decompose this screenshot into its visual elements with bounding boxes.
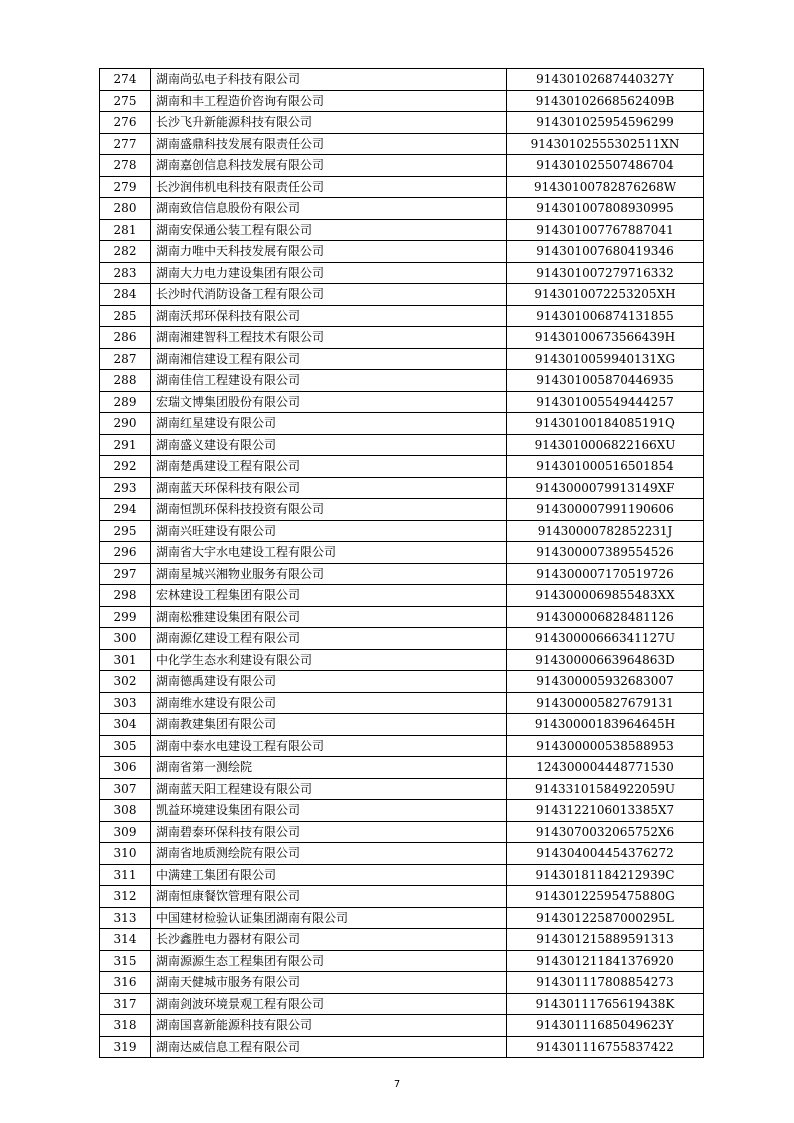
row-number-cell: 282 (100, 241, 151, 263)
table-row (100, 929, 704, 951)
credit-code-cell: 91430102668562409B (507, 90, 704, 112)
table-row (100, 112, 704, 134)
table-row (100, 90, 704, 112)
company-name-cell: 长沙飞升新能源科技有限公司 (151, 112, 507, 134)
credit-code-cell: 91430181184212939C (507, 864, 704, 886)
row-number-cell: 318 (100, 1015, 151, 1037)
credit-code-cell: 9143000079913149XF (507, 477, 704, 499)
table-row (100, 800, 704, 822)
company-name-cell: 湖南教建集团有限公司 (151, 714, 507, 736)
row-number-cell: 307 (100, 778, 151, 800)
table-row (100, 1036, 704, 1058)
table-row (100, 520, 704, 542)
table-row (100, 327, 704, 349)
table-row (100, 585, 704, 607)
row-number-cell: 295 (100, 520, 151, 542)
table-row (100, 757, 704, 779)
company-name-cell: 湖南国喜新能源科技有限公司 (151, 1015, 507, 1037)
credit-code-cell: 91430111685049623Y (507, 1015, 704, 1037)
table-row (100, 972, 704, 994)
company-name-cell: 湖南盛义建设有限公司 (151, 434, 507, 456)
company-name-cell: 湖南省第一测绘院 (151, 757, 507, 779)
row-number-cell: 287 (100, 348, 151, 370)
company-name-cell: 湖南红星建设有限公司 (151, 413, 507, 435)
page-number: 7 (393, 1079, 401, 1090)
table-row (100, 69, 704, 91)
table-row (100, 649, 704, 671)
row-number-cell: 281 (100, 219, 151, 241)
credit-code-cell: 9143000069855483XX (507, 585, 704, 607)
company-name-cell: 湖南尚弘电子科技有限公司 (151, 69, 507, 91)
company-name-cell: 湖南沃邦环保科技有限公司 (151, 305, 507, 327)
credit-code-cell: 914301005549444257 (507, 391, 704, 413)
company-name-cell: 凯益环境建设集团有限公司 (151, 800, 507, 822)
credit-code-cell: 914301007767887041 (507, 219, 704, 241)
row-number-cell: 304 (100, 714, 151, 736)
table-row (100, 950, 704, 972)
company-name-cell: 湖南致信信息股份有限公司 (151, 198, 507, 220)
company-name-cell: 湖南恒凯环保科技投资有限公司 (151, 499, 507, 521)
company-name-cell: 宏林建设工程集团有限公司 (151, 585, 507, 607)
company-name-cell: 湖南楚禹建设工程有限公司 (151, 456, 507, 478)
table-row (100, 542, 704, 564)
table-row (100, 391, 704, 413)
company-name-cell: 湖南安保通公装工程有限公司 (151, 219, 507, 241)
row-number-cell: 313 (100, 907, 151, 929)
credit-code-cell: 914301000516501854 (507, 456, 704, 478)
table-row (100, 305, 704, 327)
credit-code-cell: 9143070032065752X6 (507, 821, 704, 843)
credit-code-cell: 914300007991190606 (507, 499, 704, 521)
credit-code-cell: 914301116755837422 (507, 1036, 704, 1058)
row-number-cell: 317 (100, 993, 151, 1015)
table-row (100, 778, 704, 800)
table-row (100, 284, 704, 306)
company-name-cell: 中国建材检验认证集团湖南有限公司 (151, 907, 507, 929)
table-row (100, 1015, 704, 1037)
credit-code-cell: 91430100782876268W (507, 176, 704, 198)
row-number-cell: 315 (100, 950, 151, 972)
credit-code-cell: 914301211841376920 (507, 950, 704, 972)
credit-code-cell: 914301006874131855 (507, 305, 704, 327)
records-table-body (100, 69, 704, 1058)
credit-code-cell: 914301007279716332 (507, 262, 704, 284)
company-name-cell: 湖南星城兴湘物业服务有限公司 (151, 563, 507, 585)
company-name-cell: 湖南天健城市服务有限公司 (151, 972, 507, 994)
row-number-cell: 279 (100, 176, 151, 198)
row-number-cell: 316 (100, 972, 151, 994)
table-row (100, 176, 704, 198)
company-name-cell: 湖南省地质测绘院有限公司 (151, 843, 507, 865)
row-number-cell: 286 (100, 327, 151, 349)
company-name-cell: 湖南松雅建设集团有限公司 (151, 606, 507, 628)
credit-code-cell: 914300005932683007 (507, 671, 704, 693)
company-name-cell: 湖南蓝天环保科技有限公司 (151, 477, 507, 499)
company-name-cell: 湖南嘉创信息科技发展有限公司 (151, 155, 507, 177)
credit-code-cell: 91430102687440327Y (507, 69, 704, 91)
table-row (100, 456, 704, 478)
company-name-cell: 湖南达威信息工程有限公司 (151, 1036, 507, 1058)
row-number-cell: 277 (100, 133, 151, 155)
credit-code-cell: 9143010006822166XU (507, 434, 704, 456)
company-name-cell: 湖南兴旺建设有限公司 (151, 520, 507, 542)
company-name-cell: 中满建工集团有限公司 (151, 864, 507, 886)
table-row (100, 692, 704, 714)
credit-code-cell: 914301005870446935 (507, 370, 704, 392)
credit-code-cell: 9143010072253205XH (507, 284, 704, 306)
company-name-cell: 湖南恒康餐饮管理有限公司 (151, 886, 507, 908)
credit-code-cell: 9143010059940131XG (507, 348, 704, 370)
credit-code-cell: 91430000183964645H (507, 714, 704, 736)
table-row (100, 262, 704, 284)
company-name-cell: 湖南剑波环境景观工程有限公司 (151, 993, 507, 1015)
table-row (100, 993, 704, 1015)
credit-code-cell: 914300007389554526 (507, 542, 704, 564)
company-name-cell: 湖南和丰工程造价咨询有限公司 (151, 90, 507, 112)
row-number-cell: 308 (100, 800, 151, 822)
company-name-cell: 中化学生态水利建设有限公司 (151, 649, 507, 671)
company-name-cell: 湖南盛鼎科技发展有限责任公司 (151, 133, 507, 155)
credit-code-cell: 9143122106013385X7 (507, 800, 704, 822)
company-name-cell: 湖南蓝天阳工程建设有限公司 (151, 778, 507, 800)
table-row (100, 499, 704, 521)
table-row (100, 370, 704, 392)
credit-code-cell: 91430111765619438K (507, 993, 704, 1015)
table-row (100, 671, 704, 693)
row-number-cell: 285 (100, 305, 151, 327)
row-number-cell: 283 (100, 262, 151, 284)
credit-code-cell: 914300006828481126 (507, 606, 704, 628)
row-number-cell: 280 (100, 198, 151, 220)
company-name-cell: 长沙鑫胜电力器材有限公司 (151, 929, 507, 951)
row-number-cell: 303 (100, 692, 151, 714)
row-number-cell: 301 (100, 649, 151, 671)
table-row (100, 348, 704, 370)
company-name-cell: 湖南源亿建设工程有限公司 (151, 628, 507, 650)
company-name-cell: 长沙润伟机电科技有限责任公司 (151, 176, 507, 198)
table-row (100, 563, 704, 585)
records-table (99, 68, 704, 1058)
row-number-cell: 306 (100, 757, 151, 779)
row-number-cell: 274 (100, 69, 151, 91)
row-number-cell: 293 (100, 477, 151, 499)
company-name-cell: 湖南湘信建设工程有限公司 (151, 348, 507, 370)
company-name-cell: 湖南源源生态工程集团有限公司 (151, 950, 507, 972)
row-number-cell: 312 (100, 886, 151, 908)
credit-code-cell: 91430000782852231J (507, 520, 704, 542)
company-name-cell: 宏瑞文博集团股份有限公司 (151, 391, 507, 413)
credit-code-cell: 914301215889591313 (507, 929, 704, 951)
credit-code-cell: 91430000666341127U (507, 628, 704, 650)
table-row (100, 241, 704, 263)
credit-code-cell: 914301025954596299 (507, 112, 704, 134)
table-row (100, 434, 704, 456)
credit-code-cell: 91430102555302511XN (507, 133, 704, 155)
row-number-cell: 291 (100, 434, 151, 456)
row-number-cell: 292 (100, 456, 151, 478)
row-number-cell: 309 (100, 821, 151, 843)
table-row (100, 886, 704, 908)
table-row (100, 155, 704, 177)
table-row (100, 133, 704, 155)
company-name-cell: 湖南力唯中天科技发展有限公司 (151, 241, 507, 263)
company-name-cell: 湖南大力电力建设集团有限公司 (151, 262, 507, 284)
company-name-cell: 湖南维水建设有限公司 (151, 692, 507, 714)
table-row (100, 907, 704, 929)
row-number-cell: 275 (100, 90, 151, 112)
table-row (100, 413, 704, 435)
credit-code-cell: 91430100184085191Q (507, 413, 704, 435)
company-name-cell: 湖南佳信工程建设有限公司 (151, 370, 507, 392)
row-number-cell: 288 (100, 370, 151, 392)
row-number-cell: 310 (100, 843, 151, 865)
table-row (100, 821, 704, 843)
credit-code-cell: 914301007680419346 (507, 241, 704, 263)
credit-code-cell: 914301025507486704 (507, 155, 704, 177)
row-number-cell: 289 (100, 391, 151, 413)
table-row (100, 606, 704, 628)
row-number-cell: 297 (100, 563, 151, 585)
row-number-cell: 284 (100, 284, 151, 306)
credit-code-cell: 124300004448771530 (507, 757, 704, 779)
company-name-cell: 湖南碧泰环保科技有限公司 (151, 821, 507, 843)
credit-code-cell: 914301007808930995 (507, 198, 704, 220)
credit-code-cell: 91430122595475880G (507, 886, 704, 908)
company-name-cell: 湖南省大宇水电建设工程有限公司 (151, 542, 507, 564)
table-row (100, 714, 704, 736)
row-number-cell: 305 (100, 735, 151, 757)
row-number-cell: 294 (100, 499, 151, 521)
credit-code-cell: 914304004454376272 (507, 843, 704, 865)
row-number-cell: 302 (100, 671, 151, 693)
row-number-cell: 314 (100, 929, 151, 951)
credit-code-cell: 914301117808854273 (507, 972, 704, 994)
row-number-cell: 276 (100, 112, 151, 134)
row-number-cell: 298 (100, 585, 151, 607)
credit-code-cell: 91433101584922059U (507, 778, 704, 800)
table-row (100, 198, 704, 220)
company-name-cell: 长沙时代消防设备工程有限公司 (151, 284, 507, 306)
row-number-cell: 278 (100, 155, 151, 177)
table-row (100, 628, 704, 650)
company-name-cell: 湖南中泰水电建设工程有限公司 (151, 735, 507, 757)
credit-code-cell: 914300000538588953 (507, 735, 704, 757)
credit-code-cell: 91430000663964863D (507, 649, 704, 671)
table-row (100, 843, 704, 865)
credit-code-cell: 91430122587000295L (507, 907, 704, 929)
row-number-cell: 319 (100, 1036, 151, 1058)
credit-code-cell: 914300005827679131 (507, 692, 704, 714)
company-name-cell: 湖南湘建智科工程技术有限公司 (151, 327, 507, 349)
row-number-cell: 299 (100, 606, 151, 628)
row-number-cell: 300 (100, 628, 151, 650)
table-row (100, 735, 704, 757)
credit-code-cell: 91430100673566439H (507, 327, 704, 349)
table-row (100, 219, 704, 241)
company-name-cell: 湖南德禹建设有限公司 (151, 671, 507, 693)
table-row (100, 477, 704, 499)
table-row (100, 864, 704, 886)
row-number-cell: 311 (100, 864, 151, 886)
row-number-cell: 290 (100, 413, 151, 435)
credit-code-cell: 914300007170519726 (507, 563, 704, 585)
row-number-cell: 296 (100, 542, 151, 564)
